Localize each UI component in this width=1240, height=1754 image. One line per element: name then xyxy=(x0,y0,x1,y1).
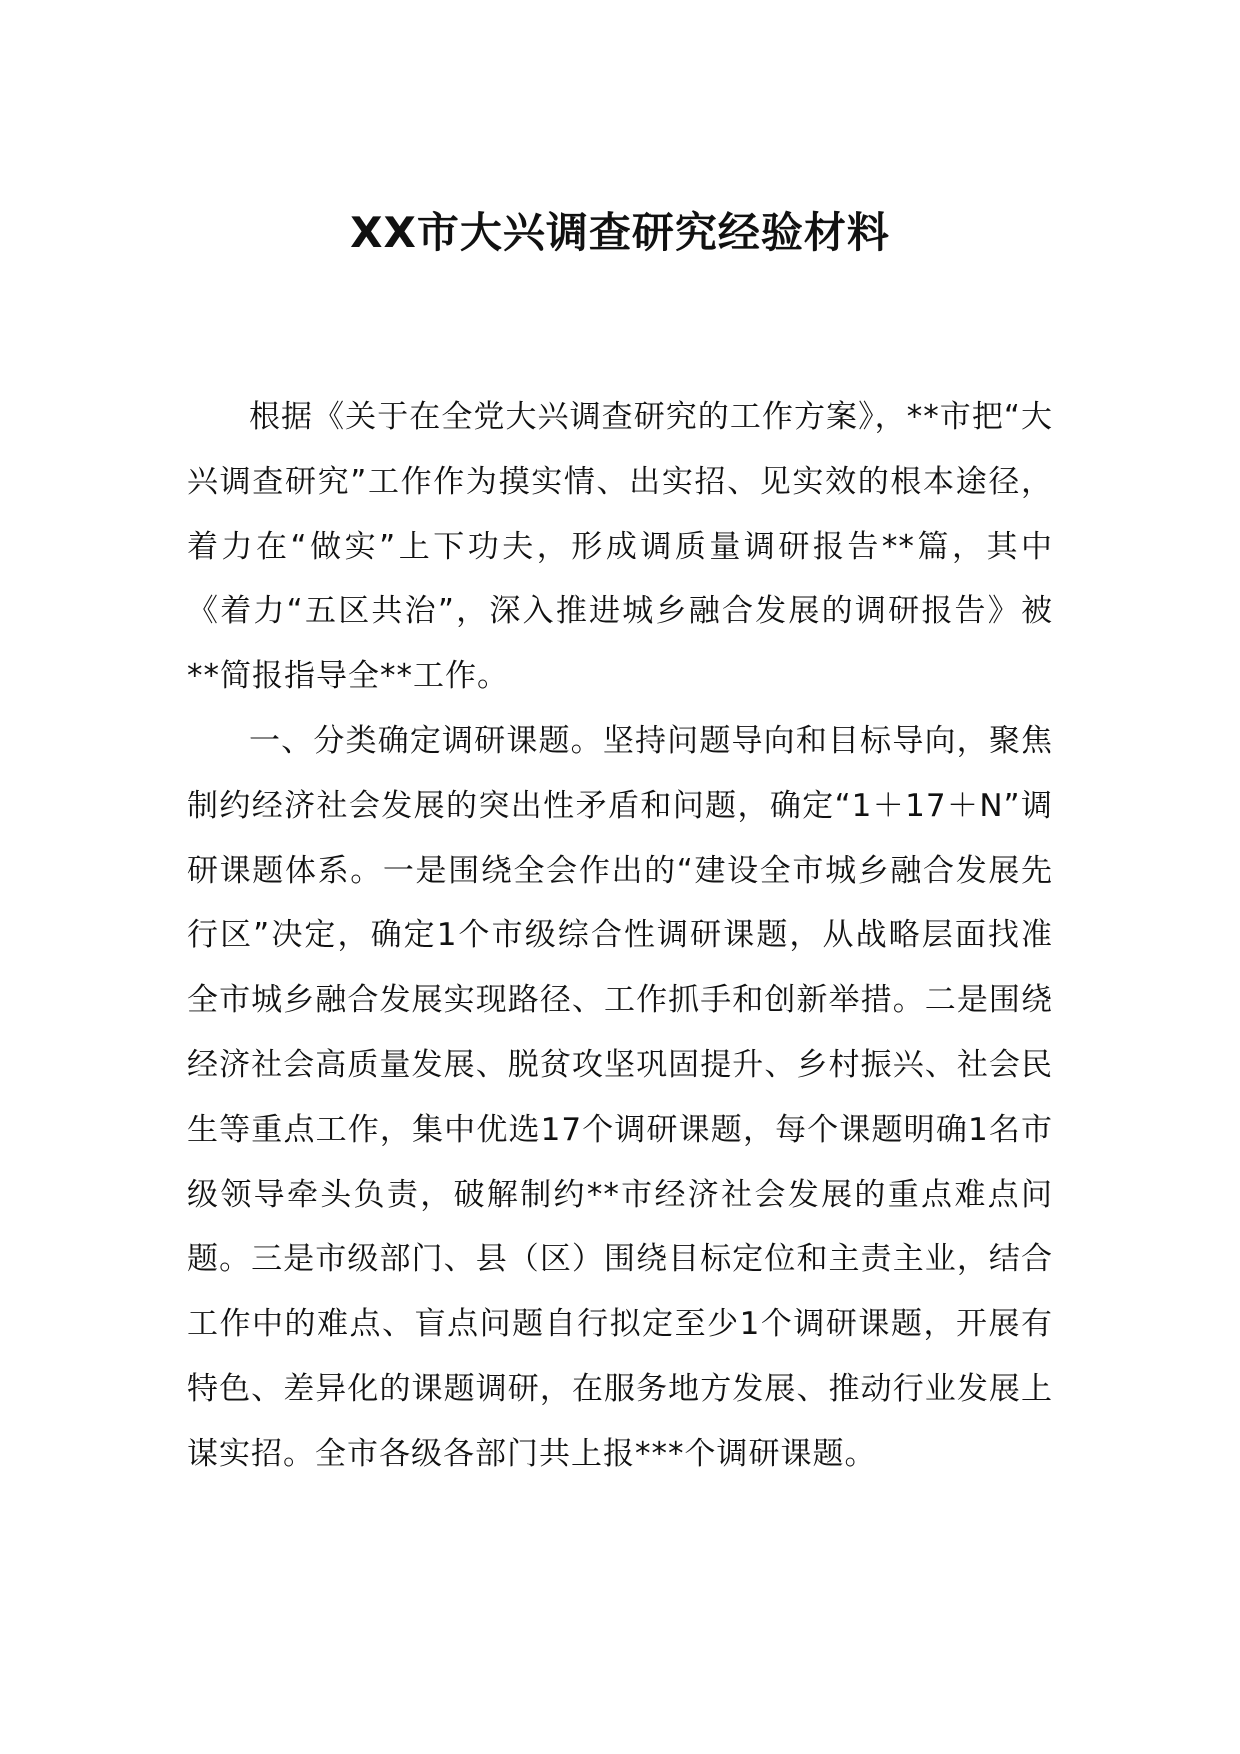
intro-paragraph: 根据《关于在全党大兴调查研究的工作方案》，**市把“大兴调查研究”工作作为摸实情、出实招、见实效的根本途径，着力在“做实”上下功夫，形成调质量调研报告**篇，其中《着力“五区共治”，深入推进城乡融合发展的调研报告》被**简报指导全**工作。 xyxy=(187,399,1053,695)
document-body xyxy=(187,385,1053,1487)
section-one-paragraph: 一、分类确定调研课题。坚持问题导向和目标导向，聚焦制约经济社会发展的突出性矛盾和问题，确定“1＋17＋N”调研课题体系。一是围绕全会作出的“建设全市城乡融合发展先行区”决定，确定1个市级综合性调研课题，从战略层面找准全市城乡融合发展实现路径、工作抓手和创新举措。二是围绕经济社会高质量发展、脱贫攻坚巩固提升、乡村振兴、社会民生等重点工作，集中优选17个调研课题，每个课题明确1名市级领导牵头负责，破解制约**市经济社会发展的重点难点问题。三是市级部门、县（区）围绕目标定位和主责主业，结合工作中的难点、盲点问题自行拟定至少1个调研课题，开展有特色、差异化的课题调研，在服务地方发展、推动行业发展上谋实招。全市各级各部门共上报***个调研课题。 xyxy=(187,722,1053,1472)
document-title: XX市大兴调查研究经验材料 xyxy=(350,208,890,257)
